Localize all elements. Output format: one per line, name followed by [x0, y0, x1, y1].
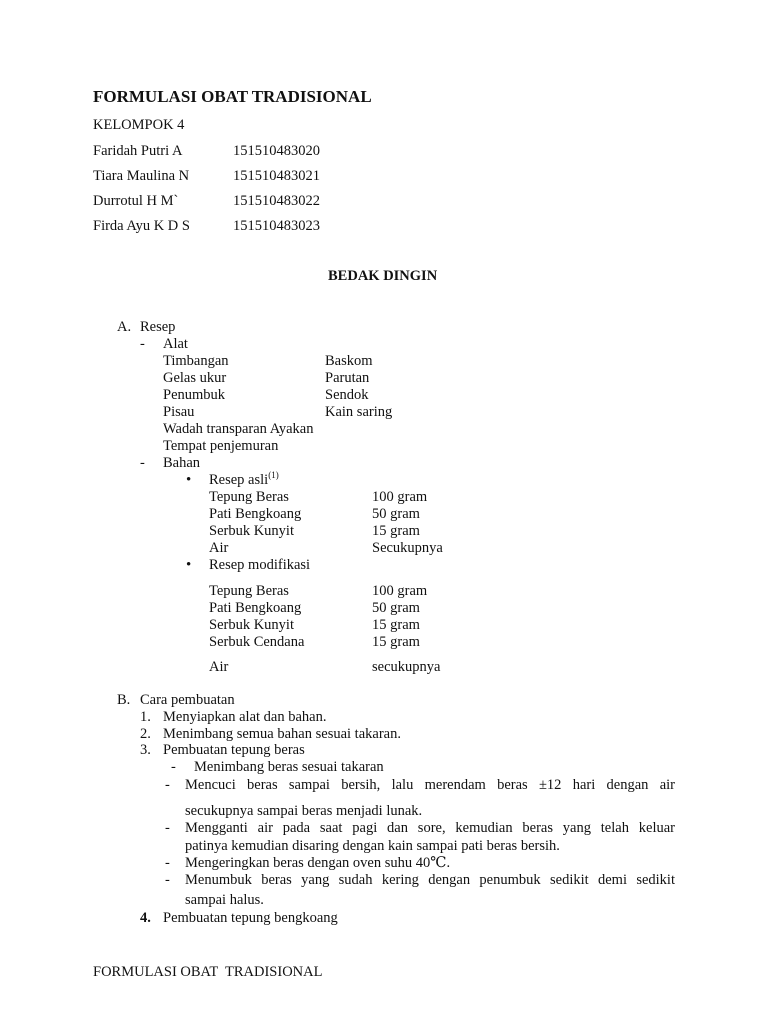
alat-label: Alat: [163, 336, 188, 352]
bullet-icon: •: [186, 557, 192, 573]
substep-dash: -: [171, 759, 176, 775]
alat-item: Pisau: [163, 404, 195, 420]
ingredient-amount: Secukupnya: [372, 540, 443, 556]
section-b-marker: B.: [117, 692, 131, 708]
ingredient-name: Pati Bengkoang: [209, 600, 302, 616]
substep-text: sampai halus.: [185, 892, 264, 908]
group-label: KELOMPOK 4: [93, 117, 185, 133]
step-text: Pembuatan tepung bengkoang: [163, 910, 338, 926]
citation-superscript: (1): [268, 470, 279, 481]
ingredient-amount: 15 gram: [372, 634, 420, 650]
member-name: Tiara Maulina N: [93, 168, 190, 184]
substep-dash: -: [165, 820, 170, 836]
ingredient-name: Serbuk Kunyit: [209, 523, 294, 539]
page-footer: FORMULASI OBAT TRADISIONAL: [93, 964, 323, 980]
step-number: 3.: [140, 742, 151, 758]
substep-dash: -: [165, 872, 170, 888]
ingredient-name: Pati Bengkoang: [209, 506, 302, 522]
bullet-icon: •: [186, 472, 192, 488]
bahan-label: Bahan: [163, 455, 201, 471]
member-id: 151510483022: [233, 193, 320, 209]
ingredient-amount: 50 gram: [372, 506, 420, 522]
member-name: Durrotul H M`: [93, 193, 179, 209]
substep-text: patinya kemudian disaring dengan kain sampai pati beras bersih.: [185, 838, 560, 854]
alat-item: Wadah transparan Ayakan: [163, 421, 314, 437]
document-title: FORMULASI OBAT TRADISIONAL: [93, 87, 372, 106]
step-text: Pembuatan tepung beras: [163, 742, 305, 758]
alat-item: Sendok: [325, 387, 369, 403]
ingredient-amount: 15 gram: [372, 523, 420, 539]
ingredient-name: Tepung Beras: [209, 489, 289, 505]
alat-item: Baskom: [325, 353, 373, 369]
member-name: Faridah Putri A: [93, 143, 183, 159]
alat-item: Gelas ukur: [163, 370, 227, 386]
substep-text: Menumbuk beras yang sudah kering dengan penumbuk sedikit demi sedikit: [185, 872, 675, 888]
alat-item: Penumbuk: [163, 387, 226, 403]
ingredient-name: Tepung Beras: [209, 583, 289, 599]
member-name: Firda Ayu K D S: [93, 218, 190, 234]
ingredient-amount: secukupnya: [372, 659, 441, 675]
ingredient-amount: 50 gram: [372, 600, 420, 616]
ingredient-amount: 15 gram: [372, 617, 420, 633]
substep-dash: -: [165, 777, 170, 793]
alat-item: Kain saring: [325, 404, 393, 420]
substep-text: Mengeringkan beras dengan oven suhu 40℃.: [185, 855, 451, 871]
member-id: 151510483021: [233, 168, 320, 184]
ingredient-name: Air: [209, 540, 229, 556]
step-text: Menimbang semua bahan sesuai takaran.: [163, 726, 401, 742]
alat-item: Parutan: [325, 370, 370, 386]
step-number: 2.: [140, 726, 151, 742]
bahan-dash: -: [140, 455, 145, 471]
ingredient-name: Serbuk Kunyit: [209, 617, 294, 633]
substep-text: Menimbang beras sesuai takaran: [194, 759, 384, 775]
ingredient-amount: 100 gram: [372, 489, 428, 505]
resep-asli-text: Resep asli: [209, 472, 269, 488]
step-number: 4.: [140, 910, 151, 926]
section-a-label: Resep: [140, 319, 176, 335]
step-text: Menyiapkan alat dan bahan.: [163, 709, 327, 725]
alat-item: Timbangan: [163, 353, 229, 369]
substep-text: secukupnya sampai beras menjadi lunak.: [185, 803, 423, 819]
ingredient-name: Serbuk Cendana: [209, 634, 305, 650]
substep-text: Mengganti air pada saat pagi dan sore, kemudian beras yang telah keluar: [185, 820, 675, 836]
section-title: BEDAK DINGIN: [328, 268, 438, 284]
member-id: 151510483020: [233, 143, 320, 159]
alat-dash: -: [140, 336, 145, 352]
step-number: 1.: [140, 709, 151, 725]
resep-asli-label: [209, 472, 279, 489]
section-b-label: Cara pembuatan: [140, 692, 235, 708]
ingredient-amount: 100 gram: [372, 583, 428, 599]
member-id: 151510483023: [233, 218, 320, 234]
section-a-marker: A.: [117, 319, 132, 335]
ingredient-name: Air: [209, 659, 229, 675]
substep-text: Mencuci beras sampai bersih, lalu merendam beras ±12 hari dengan air: [185, 777, 675, 793]
alat-item: Tempat penjemuran: [163, 438, 279, 454]
substep-dash: -: [165, 855, 170, 871]
resep-modifikasi-label: Resep modifikasi: [209, 557, 311, 573]
